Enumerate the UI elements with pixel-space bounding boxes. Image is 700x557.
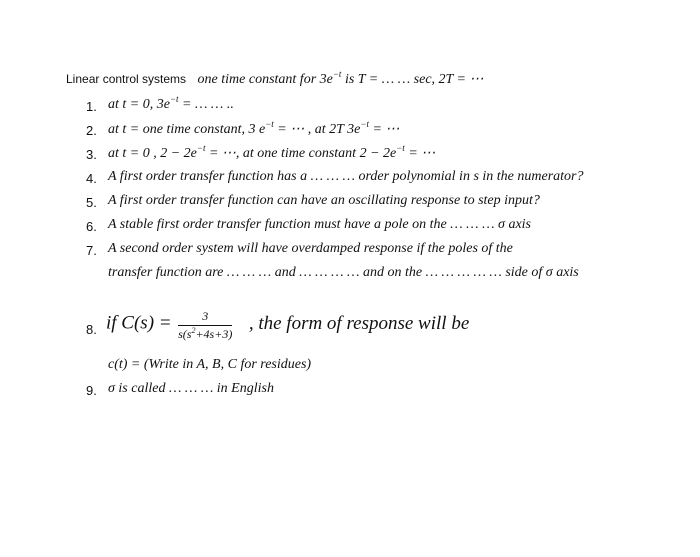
item-8-rhs: , the form of response will be: [248, 312, 470, 334]
header-question-text: one time constant for 3e: [197, 72, 333, 87]
item-3: [108, 145, 435, 162]
item-2-exp-a: −t: [265, 119, 274, 129]
item-7: A second order system will have overdamped response if the poles of the: [108, 241, 513, 256]
item-9: σ is called … … … in English: [108, 381, 274, 396]
item-8: [106, 309, 469, 342]
item-8-ct: c(t) = (Write in A, B, C for residues): [108, 357, 312, 372]
fraction-denominator: [178, 326, 232, 342]
item-2-text-b: = ⋯ , at 2T 3e: [273, 122, 361, 137]
item-number-8: 8.: [86, 322, 97, 337]
header-line: [66, 71, 484, 88]
item-3-exp-b: −t: [396, 143, 405, 153]
item-2-exp-b: −t: [360, 119, 369, 129]
item-2-text-c: = ⋯: [368, 122, 400, 137]
item-number-4: 4.: [86, 171, 97, 186]
transfer-function-fraction: [178, 309, 232, 342]
item-1-text-b: = … … ..: [178, 97, 234, 112]
item-number-5: 5.: [86, 195, 97, 210]
course-title: Linear control systems: [66, 72, 187, 86]
item-number-2: 2.: [86, 123, 97, 138]
item-3-exp-a: −t: [196, 143, 206, 153]
item-5: A first order transfer function can have an oscillating response to step input?: [108, 193, 540, 208]
fraction-numerator: 3: [178, 309, 232, 326]
item-3-text-b: = ⋯, at one time constant 2 − 2e: [205, 146, 397, 161]
denominator-exponent: 2: [191, 326, 196, 335]
item-1: [108, 94, 234, 113]
item-1-exp-a: −t: [169, 94, 179, 104]
item-number-7: 7.: [86, 243, 97, 258]
item-number-9: 9.: [86, 383, 97, 398]
item-7-continued: transfer function are … … … and … … … … and on the … … … … … side of σ axis: [108, 265, 579, 280]
denominator-part-a: s(s: [178, 327, 192, 341]
header-question: [197, 69, 484, 87]
item-number-6: 6.: [86, 219, 97, 234]
denominator-part-b: +4s+3): [195, 327, 233, 341]
item-1-text-a: at t = 0, 3e: [108, 97, 170, 112]
item-number-3: 3.: [86, 147, 97, 162]
item-6: A stable first order transfer function must have a pole on the … … … σ axis: [108, 217, 532, 232]
item-4: A first order transfer function has a … … … order polynomial in s in the numerator?: [108, 169, 584, 184]
item-3-text-c: = ⋯: [404, 146, 436, 161]
item-3-text-a: at t = 0 , 2 − 2e: [108, 146, 197, 161]
item-2-text-a: at t = one time constant, 3 e: [108, 122, 266, 137]
item-number-1: 1.: [86, 99, 97, 114]
item-8-lhs: if C(s) =: [106, 312, 172, 334]
item-2: [108, 121, 399, 138]
header-question-exponent: −t: [332, 69, 342, 79]
header-question-tail: is T = … … sec, 2T = ⋯: [341, 72, 484, 87]
